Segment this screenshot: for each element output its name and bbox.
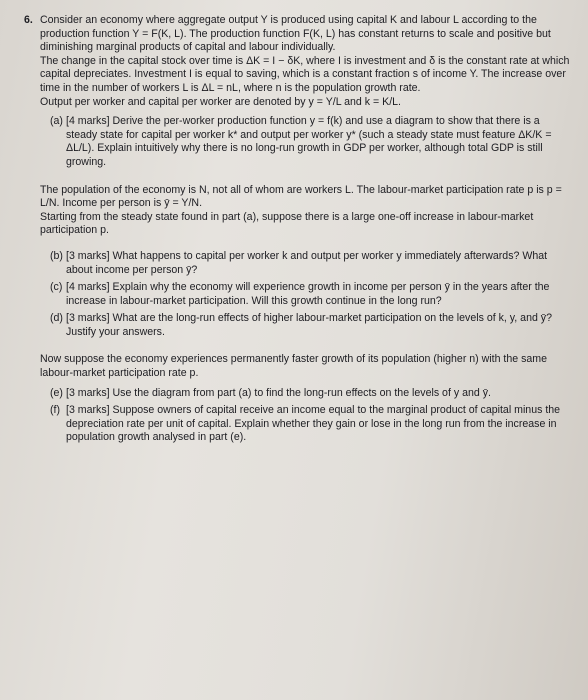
intro-paragraph-2: The change in the capital stock over time is ΔK = I − δK, where I is investment and δ is the constant rate at which capital depreciates. Investment I is equal to saving, which is a constant fraction s of income Y. The increase over time in the number of workers L is ΔL = nL, where n is the population growth rate. [40, 54, 570, 94]
question-number: 6. [24, 14, 33, 26]
part-a-text: [4 marks] Derive the per-worker production function y = f(k) and use a diagram to show that there is a steady state for capital per worker k* and output per worker y* (such a steady state must feature ΔK/K = ΔL/L). Explain intuitively why there is no long-run growth in GDP per worker, although total GDP is still growing. [66, 115, 552, 168]
part-e-text: [3 marks] Use the diagram from part (a) to find the long-run effects on the levels of y and ȳ. [66, 386, 491, 399]
part-d-text: [3 marks] What are the long-run effects of higher labour-market participation on the levels of k, y, and ȳ? Justify your answers. [66, 312, 552, 338]
part-f-label: (f) [50, 404, 60, 417]
part-d-label: (d) [50, 312, 63, 325]
part-b-text: [3 marks] What happens to capital per worker k and output per worker y immediately afterwards? What about income per person ȳ? [66, 249, 548, 276]
part-e-label: (e) [50, 386, 63, 399]
part-c-label: (c) [50, 281, 63, 294]
part-c [40, 281, 570, 308]
suppose-paragraph: Now suppose the economy experiences permanently faster growth of its population (higher n) with the same labour-market participation rate p. [40, 353, 548, 380]
part-a-label: (a) [50, 115, 63, 128]
middle-paragraph-2: Starting from the steady state found in part (a), suppose there is a large one-off increase in labour-market participation p. [40, 210, 534, 237]
part-f-text: [3 marks] Suppose owners of capital receive an income equal to the marginal product of capital minus the depreciation rate per unit of capital. Explain whether they gain or lose in the long run from the increase in population growth analysed in part (e). [66, 404, 561, 444]
part-d [40, 312, 570, 339]
intro-paragraph-1: Consider an economy where aggregate output Y is produced using capital K and labour L according to the production function Y = F(K, L). The production function F(K, L) has constant returns to scale and positive but diminishing marginal products of capital and labour individually. [40, 14, 551, 54]
part-e [40, 387, 570, 401]
part-a [40, 115, 570, 169]
part-f [40, 404, 570, 445]
part-b [40, 250, 570, 277]
part-b-label: (b) [50, 249, 63, 262]
part-c-text: [4 marks] Explain why the economy will experience growth in income per person ȳ in the years after the increase in labour-market participation. Will this growth continue in the long run? [66, 281, 550, 307]
middle-paragraph-1: The population of the economy is N, not all of whom are workers L. The labour-market participation rate p is p = L/N. Income per person is ȳ = Y/N. [40, 183, 562, 210]
intro-paragraph-3: Output per worker and capital per worker are denoted by y = Y/L and k = K/L. [40, 95, 401, 108]
